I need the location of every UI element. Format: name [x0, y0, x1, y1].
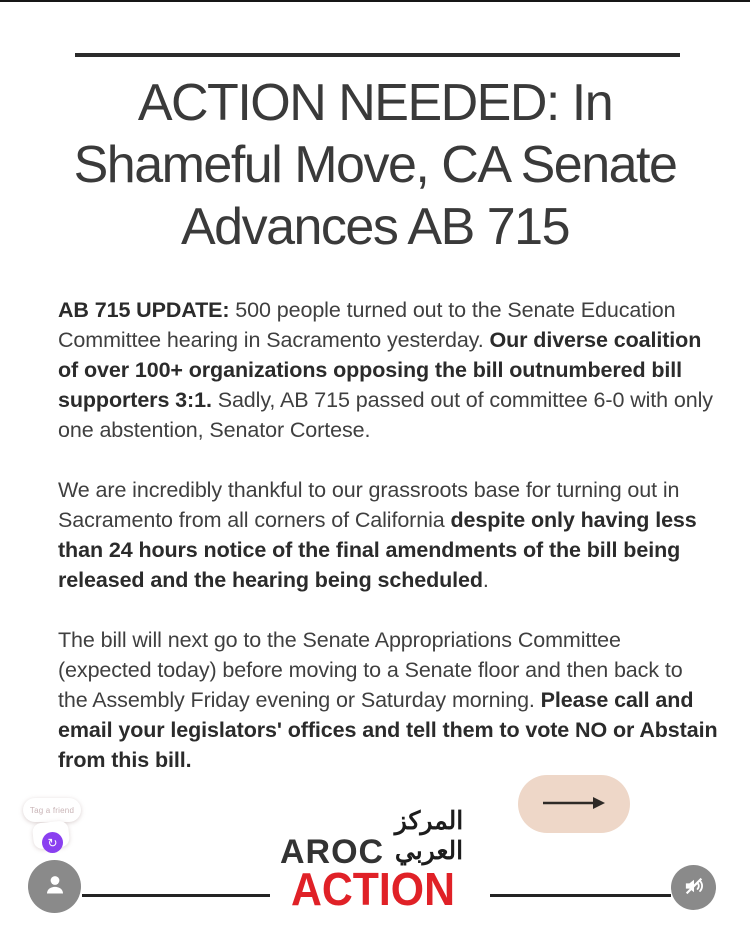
headline-line-1: ACTION NEEDED: In [137, 74, 613, 132]
paragraph-thankful: We are incredibly thankful to our grassroots base for turning out in Sacramento from all corners of California despite only having less than 24 hours notice of the final amendments of the bill being released and the hearing being scheduled. [58, 478, 697, 592]
speaker-muted-icon [681, 873, 707, 902]
mute-button[interactable] [671, 865, 716, 910]
paragraph-next-steps: The bill will next go to the Senate Appropriations Committee (expected today) before moving to a Senate floor and then back to the Assembly Friday evening or Saturday morning. Please call and email your legislators' offices and tell them to vote NO or Abstain from this bill. [58, 628, 718, 772]
headline-line-2: Shameful Move, CA Senate [73, 136, 677, 194]
bottom-rule-right [490, 894, 671, 897]
screen-top-edge [0, 0, 750, 2]
next-arrow-button[interactable] [518, 775, 630, 833]
remix-glyph: ↻ [47, 835, 58, 850]
paragraph-update: AB 715 UPDATE: 500 people turned out to the Senate Education Committee hearing in Sacramento yesterday. Our diverse coalition of over 100+ organizations opposing the bill outnumbered bill supporters 3:1. Sadly, AB 715 passed out of committee 6-0 with only one abstention, Senator Cortese. [58, 298, 713, 442]
tag-a-friend-sticker[interactable] [23, 798, 81, 822]
tag-a-friend-label: Tag a friend [29, 805, 75, 815]
person-icon [40, 870, 70, 903]
avatar-button[interactable] [28, 860, 81, 913]
article-body [58, 295, 718, 805]
headline-divider-rule [75, 53, 680, 57]
remix-sticker-icon[interactable] [42, 832, 63, 853]
logo-arabic-calligraphy: المركز العربي [394, 807, 464, 865]
page-title [25, 72, 725, 258]
logo-aroc-text: AROC [280, 833, 385, 871]
logo-action-text: ACTION [291, 863, 455, 915]
headline-line-3: Advances AB 715 [180, 198, 569, 256]
bottom-rule-left [82, 894, 270, 897]
arrow-right-icon [541, 795, 607, 814]
